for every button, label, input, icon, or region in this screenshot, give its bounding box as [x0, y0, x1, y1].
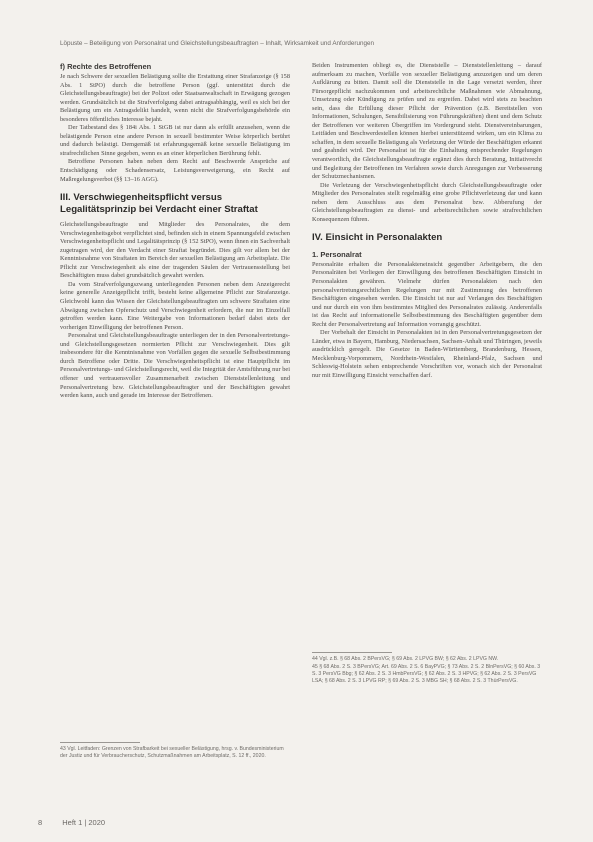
body-paragraph: Personalrat und Gleichstellungsbeauftragte unterliegen der in den Personalvertretungs- und Gleichstellungsgesetzen normierten Pflicht zur Verschwiegenheit. Dies gilt insbesondere für die Kenntnisnahme von Vorfällen gegen die sexuelle Selbstbestimmung durch Betroffene oder Dritte. Die Verschwiegenheitspflicht ist eine Hauptpflicht im Personalvertretungs- und Gleichstellungsrecht, weil die Integrität der Amtsführung nur bei offener und vertrauensvoller Zusammenarbeit zwischen Dienststellenleitung und Personalvertretung bzw. Gleichstellungsbeauftragter und der Beschäftigten gewahrt werden kann, auch und gerade im Interesse der Betroffenen. [60, 332, 290, 400]
body-paragraph: Personalräte erhalten die Personalakteneinsicht gegenüber Arbeitgebern, die den Personalräten bei Vorliegen der Einwilligung des betroffenen Beschäftigten Einsicht in Personalakten gewähren. Vielmehr dürfen Personalakten nach den personalvertretungsrechtlichen Regelungen nur mit Zustimmung des betroffenen Beschäftigten eingesehen werden. Die Einsicht ist nur auf Verlangen des Beschäftigten und nur durch ein von ihm bestimmtes Mitglied des Personalrates zulässig. Anderenfalls ist das Recht auf informationelle Selbstbestimmung des Beschäftigten gegenüber dem Recht der Personalvertretung auf Information vorrangig geschützt. [312, 260, 542, 328]
body-paragraph: Je nach Schwere der sexuellen Belästigung sollte die Erstattung einer Strafanzeige (§ 158 Abs. 1 StPO) durch die betroffene Person (ggf. unterstützt durch die Gleichstellungsbeauftragte) bei der Polizei oder Staatsanwaltschaft in Erwägung gezogen werden. Grundsätzlich ist die Strafverfolgung dabei antragsabhängig, weil es sich bei der Belästigung um ein Antragsdelikt handelt, wenn nicht die Strafverfolgungsbehörde ein besonderes öffentliches Interesse bejaht. [60, 73, 290, 123]
footnotes-left [60, 742, 290, 761]
section-subheading: 1. Personalrat [312, 249, 362, 259]
running-head: Löpuste – Beteiligung von Personalrat und Gleichstellungsbeauftragten – Inhalt, Wirksamkeit und Anforderungen [60, 40, 374, 47]
section-heading: III. Verschwiegenheitspflicht versus Legalitätsprinzip bei Verdacht einer Straftat [60, 192, 258, 215]
left-column [60, 62, 290, 401]
body-paragraph: Der Vorbehalt der Einsicht in Personalakten ist in den Personalvertretungsgesetzen der Länder, etwa in Bayern, Hamburg, Niedersachsen, Sachsen-Anhalt und Thüringen, jeweils ausdrücklich geregelt. Die Gesetze in Baden-Württemberg, Brandenburg, Hessen, Mecklenburg-Vorpommern, Nordrhein-Westfalen, Rheinland-Pfalz, Sachsen und Schleswig-Holstein sehen entsprechende Vorschriften vor, wonach sich der Personalrat nur mit Einwilligung Einsicht verschaffen darf. [312, 329, 542, 379]
footnote: 45 § 68 Abs. 2 S. 3 BPersVG; Art. 69 Abs. 2 S. 6 BayPVG; § 73 Abs. 2 S. 2 BlnPersVG; § 60 Abs. 3 S. 3 PersVG Bbg; § 62 Abs. 2 S. 3 HmbPersVG; § 62 Abs. 2 S. 3 HPVG; § 62 Abs. 2 S. 3 PersVG LSA; § 68 Abs. 2 S. 3 LPVG RP; § 69 Abs. 2 S. 3 MBG SH; § 68 Abs. 2 S. 3 ThürPersVG. [312, 664, 541, 684]
section-heading: IV. Einsicht in Personalakten [312, 232, 443, 244]
right-column [312, 62, 542, 381]
body-paragraph: Gleichstellungsbeauftragte und Mitglieder des Personalrates, die dem Verschwiegenheitsgebot verpflichtet sind, befinden sich in einem Spannungsfeld zwischen Verschwiegenheitspflicht und Legalitätsprinzip (§ 152 StPO), wenn ihnen ein Sachverhalt zugetragen wird, der den Verdacht einer Straftat begründet. Dies gilt vor allem bei der Kenntnisnahme von Straftaten im Bereich der sexuellen Belästigung am Arbeitsplatz. Die Pflicht zur Verschwiegenheit als eine der tragenden Säulen der Vertrauensstellung bei Beschäftigten muss dabei grundsätzlich gewahrt werden. [60, 221, 290, 280]
body-paragraph: Da vom Strafverfolgungszwang unterliegenden Personen neben dem Anzeigerecht keine generelle Anzeigepflicht trifft, besteht keine allgemeine Pflicht zur Strafanzeige. Gleichwohl kann das Wissen der Gleichstellungsbeauftragten um schwere Straftaten eine Abwägung zwischen Opferschutz und Verschwiegenheit erfordern, die nur im Einzelfall getroffen werden kann. Eine Weitergabe von Informationen bedarf dabei stets der vorherigen Einwilligung der betroffenen Person. [60, 280, 290, 331]
body-paragraph: Die Verletzung der Verschwiegenheitspflicht durch Gleichstellungsbeauftragte oder Mitglieder des Personalrates stellt regelmäßig eine grobe Pflichtverletzung dar und kann neben dem Ausschluss aus dem Personalrat bzw. Abberufung der Gleichstellungsbeauftragten zu dienst- und arbeitsrechtlichen sowie strafrechtlichen Konsequenzen führen. [312, 181, 542, 223]
footnote: 44 Vgl. z.B. § 68 Abs. 2 BPersVG; § 69 Abs. 2 LPVG BW; § 62 Abs. 2 LPVG NW. [312, 656, 499, 662]
issue-label: Heft 1 | 2020 [62, 818, 106, 827]
page-number: 8 [38, 818, 43, 827]
footnote-divider [60, 742, 140, 743]
body-paragraph: Beiden Instrumenten obliegt es, die Dienststelle – Dienststellenleitung – darauf aufmerksam zu machen, Vorfälle von sexueller Belästigung anzuzeigen und um deren Aufklärung zu bitten. Damit soll die Dienststelle in die Lage versetzt werden, ihrer Fürsorgepflicht nachzukommen und arbeitsrechtliche Maßnahmen wie Abmahnung, Umsetzung oder Kündigung zu prüfen und zu ergreifen. Dabei wird stets zu beachten sein, dass die Erfüllung dieser Pflicht der Prävention (z.B. Bereitstellen von Informationen, Schulungen, Sensibilisierung von Führungskräften) dient und dem Schutz der Betroffenen vor weiteren Übergriffen im Vordergrund steht. Dienstvereinbarungen, Leitfäden und Beschwerdestellen können hierbei unterstützend wirken, um ein Klima zu schaffen, in dem sexuelle Belästigung als Verletzung der Würde der Beschäftigten erkannt und geahndet wird. Der Personalrat ist für die Einhaltung entsprechender Regelungen verantwortlich, die Gleichstellungsbeauftragte ergänzt dies durch Beratung, Initiativrecht und Begleitung der Betroffenen im Verfahren sowie durch Anregungen zur Verbesserung der Schutzmechanismen. [312, 62, 542, 181]
section-subheading: f) Rechte des Betroffenen [60, 62, 152, 71]
body-paragraph: Der Tatbestand des § 184i Abs. 1 StGB ist nur dann als erfüllt anzusehen, wenn die belästigende Person eine andere Person in sexuell bestimmter Weise körperlich berührt und dadurch belästigt. Demgemäß ist erfahrungsgemäß keine sexuelle Belästigung im strafrechtlichen Sinne gegeben, wenn es an einer körperlichen Berührung fehlt. [60, 124, 290, 157]
footnotes-right [312, 652, 542, 686]
body-paragraph: Betroffene Personen haben neben dem Recht auf Beschwerde Ansprüche auf Entschädigung oder Schadensersatz, Leistungsverweigerung, ein Recht auf Maßregelungsverbot (§§ 13–16 AGG). [60, 158, 290, 183]
footnote-divider [312, 652, 392, 653]
page-footer [38, 818, 105, 827]
footnote: 43 Vgl. Leitfaden: Grenzen von Strafbarkeit bei sexueller Belästigung, hrsg. v. Bundesministerium der Justiz und für Verbraucherschutz, Schutzmaßnahmen am Arbeitsplatz, S. 12 ff., 2020. [60, 746, 284, 759]
